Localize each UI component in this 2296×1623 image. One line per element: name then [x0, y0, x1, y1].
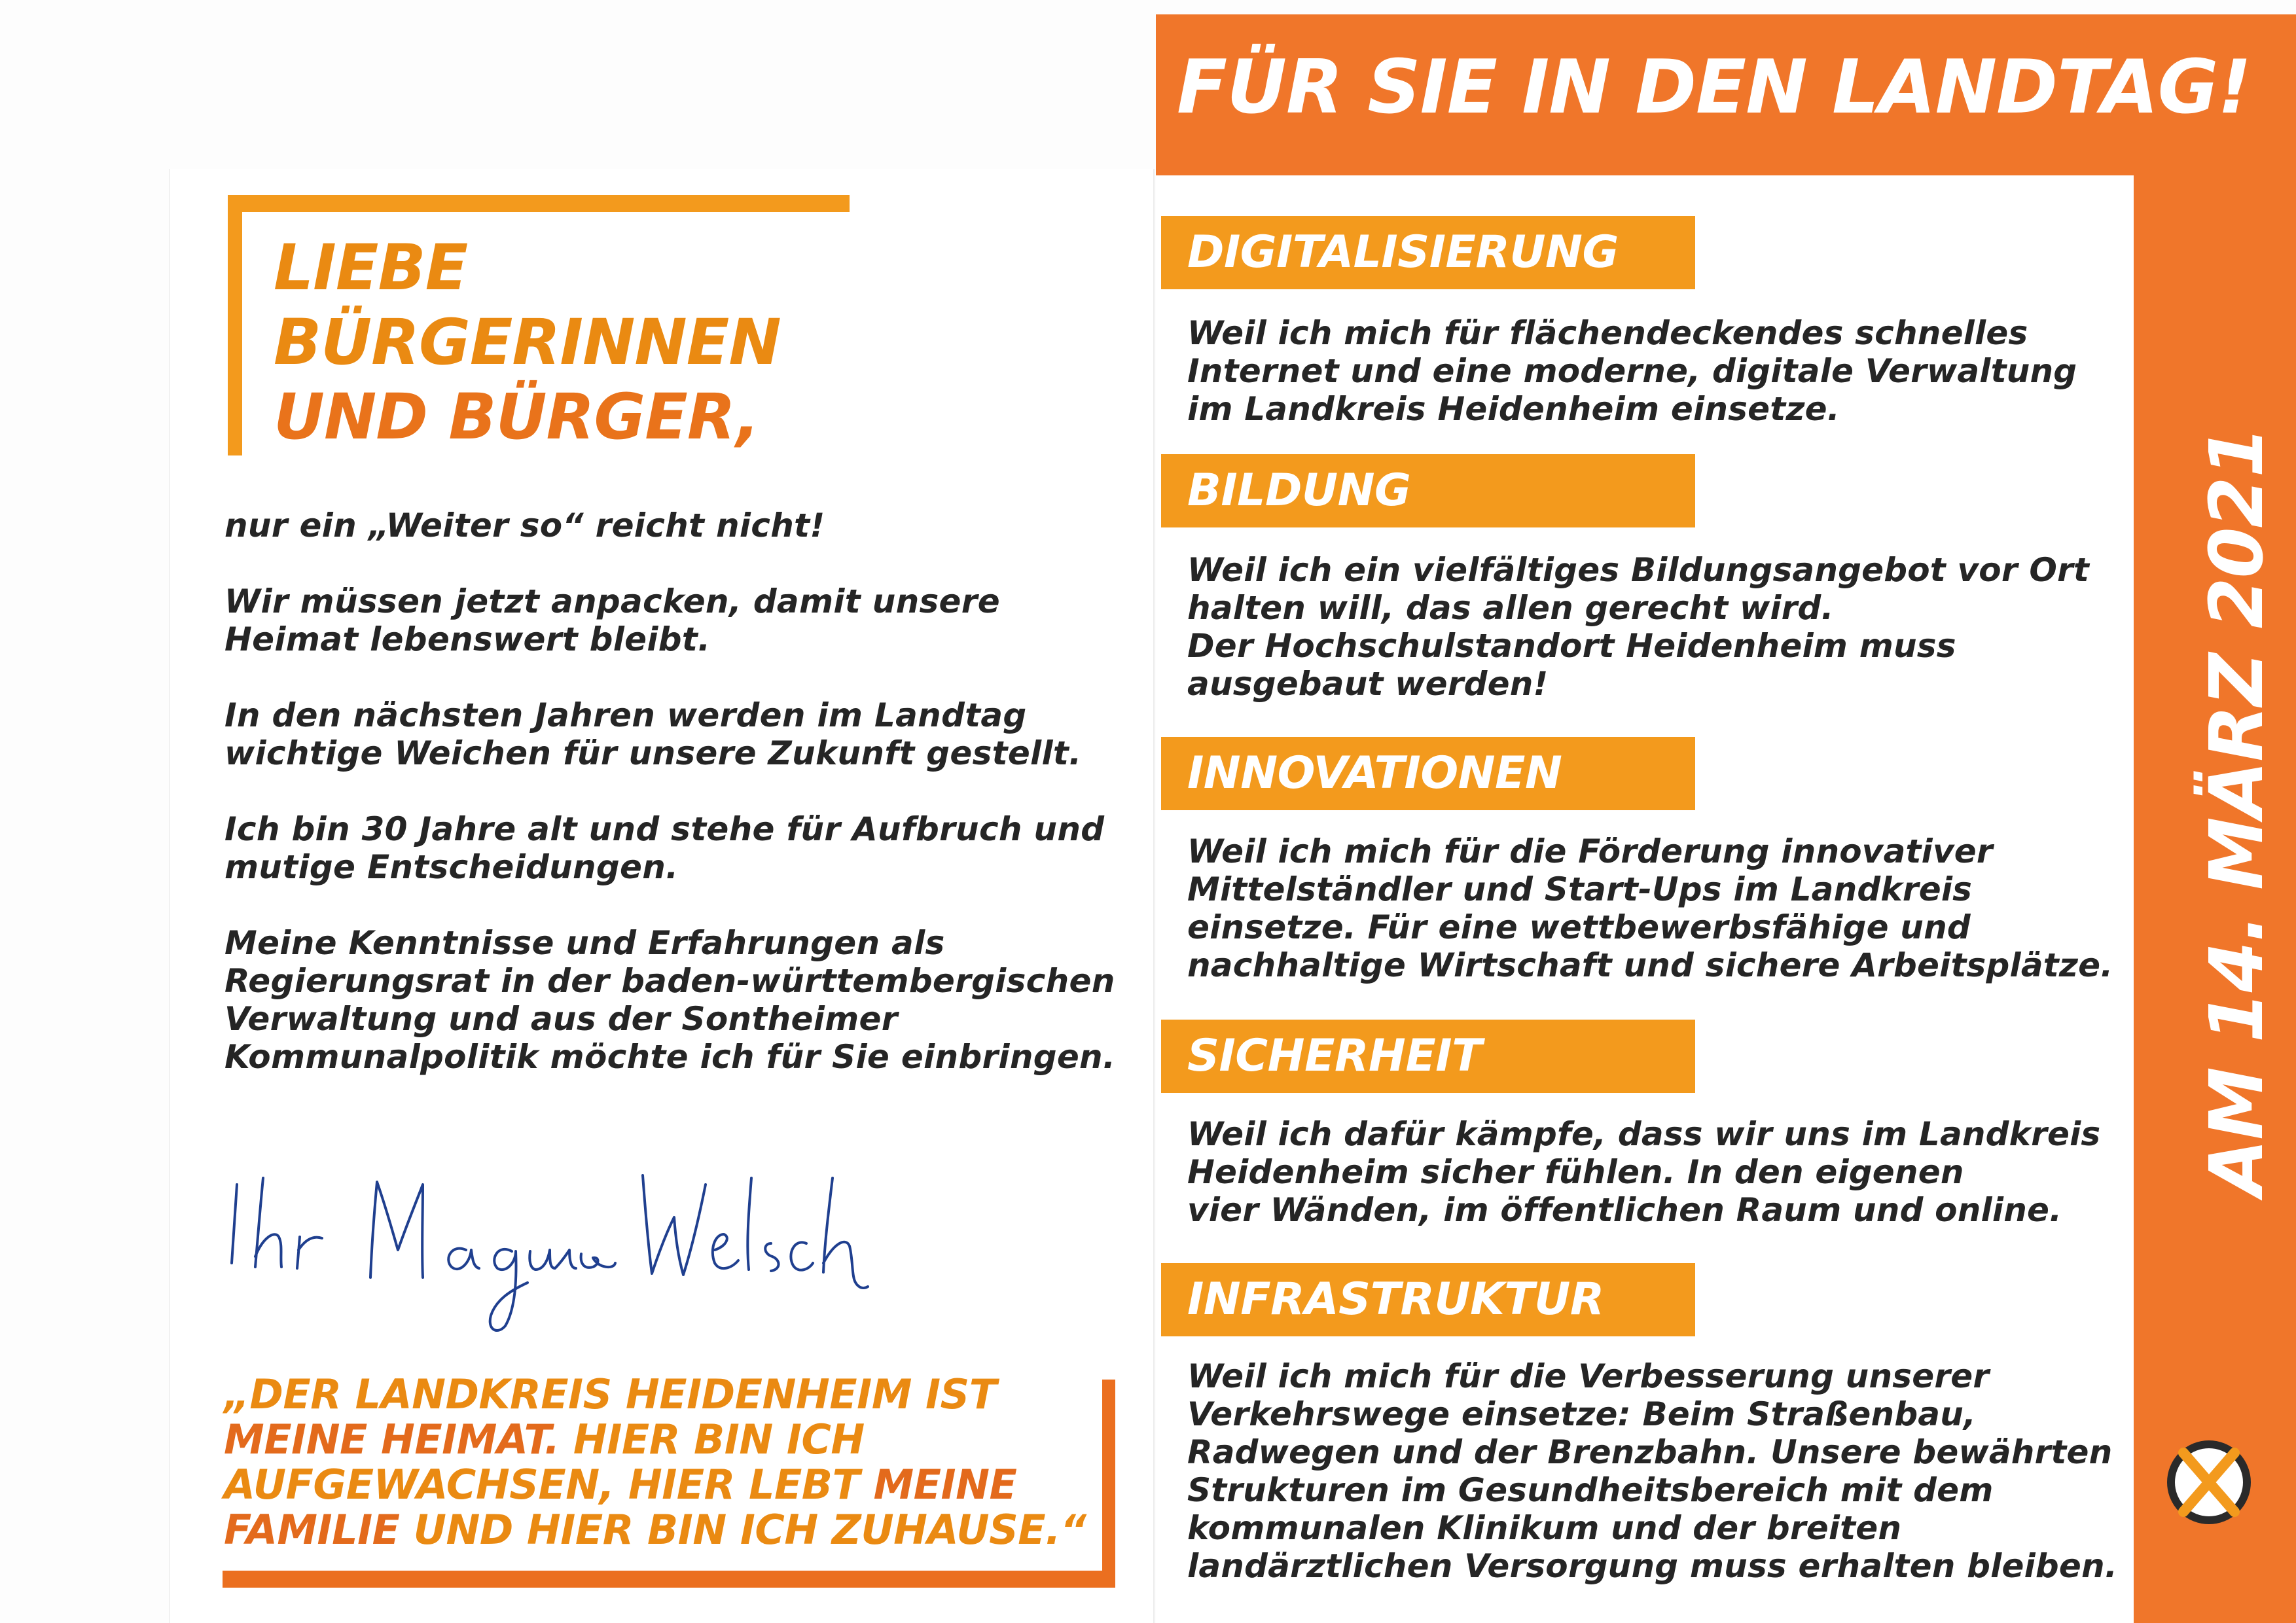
topic-line: Der Hochschulstandort Heidenheim muss: [1187, 627, 1956, 665]
quote-segment: „DER LANDKREIS HEIDENHEIM IST: [224, 1370, 997, 1418]
topic-text-bildung: [1187, 551, 2130, 703]
topic-label-infrastruktur: INFRASTRUKTUR: [1161, 1263, 1695, 1336]
handwritten-signature: [223, 1139, 877, 1348]
quote-line: [224, 1507, 1086, 1552]
letter-line: nur ein „Weiter so“ reicht nicht!: [224, 507, 825, 544]
letter-paragraph: [224, 507, 1141, 544]
topic-line: Weil ich mich für die Förderung innovativer: [1187, 832, 1993, 870]
quote-segment: HIER BIN ICH: [573, 1416, 865, 1463]
letter-line: Heimat lebenswert bleibt.: [224, 620, 711, 658]
topic-text-digitalisierung: [1187, 314, 2130, 428]
letter-line: Verwaltung und aus der Sontheimer: [224, 1000, 898, 1038]
heading-line: UND BÜRGER,: [274, 380, 759, 454]
topic-text-sicherheit: [1187, 1115, 2130, 1229]
quote-frame-right: [1102, 1380, 1115, 1588]
topic-line: Verkehrswege einsetze: Beim Straßenbau,: [1187, 1395, 1977, 1433]
heading-frame-left: [228, 195, 242, 455]
topic-line: Strukturen im Gesundheitsbereich mit dem: [1187, 1471, 1994, 1509]
letter-line: Meine Kenntnisse und Erfahrungen als: [224, 924, 945, 962]
topic-line: Heidenheim sicher fühlen. In den eigenen: [1187, 1153, 1964, 1191]
topic-line: Weil ich dafür kämpfe, dass wir uns im Landkreis: [1187, 1115, 2101, 1153]
quote-frame-bottom: [223, 1571, 1115, 1588]
topic-line: einsetze. Für eine wettbewerbsfähige und: [1187, 908, 1971, 946]
letter-line: Regierungsrat in der baden-württembergischen: [224, 962, 1115, 1000]
topic-line: Weil ich ein vielfältiges Bildungsangebot vor Ort: [1187, 551, 2089, 589]
ballot-cross-icon: [2160, 1433, 2258, 1531]
letter-line: Ich bin 30 Jahre alt und stehe für Aufbruch und: [224, 810, 1105, 848]
topic-label-bildung: BILDUNG: [1161, 454, 1695, 527]
letter-paragraph: [224, 696, 1141, 772]
topic-line: Radwegen und der Brenzbahn. Unsere bewährten: [1187, 1433, 2113, 1471]
letter-line: In den nächsten Jahren werden im Landtag: [224, 696, 1027, 734]
topic-line: Weil ich mich für die Verbesserung unserer: [1187, 1357, 1990, 1395]
greeting-heading: [274, 230, 781, 454]
quote-segment: AUFGEWACHSEN, HIER LEBT: [224, 1461, 874, 1508]
topic-text-infrastruktur: [1187, 1357, 2130, 1585]
topic-label-innovationen: INNOVATIONEN: [1161, 737, 1695, 810]
topic-line: ausgebaut werden!: [1187, 665, 1549, 703]
letter-paragraph: [224, 582, 1141, 658]
heading-line: LIEBE: [274, 231, 468, 304]
quote-segment: UND HIER BIN ICH ZUHAUSE.“: [413, 1506, 1086, 1554]
quote-line: [224, 1372, 1086, 1417]
topic-text-innovationen: [1187, 832, 2130, 984]
topic-line: Internet und eine moderne, digitale Verwaltung: [1187, 352, 2077, 390]
heading-line: BÜRGERINNEN: [274, 306, 781, 379]
topic-line: kommunalen Klinikum und der breiten: [1187, 1509, 1902, 1547]
topic-line: halten will, das allen gerecht wird.: [1187, 589, 1834, 627]
quote-segment: MEINE HEIMAT.: [224, 1416, 573, 1463]
quote-line: [224, 1462, 1086, 1507]
heading-frame-top: [228, 195, 850, 212]
quote-segment: FAMILIE: [224, 1506, 414, 1554]
election-date: AM 14. MÄRZ 2021: [2195, 427, 2280, 1196]
topic-line: im Landkreis Heidenheim einsetze.: [1187, 390, 1840, 428]
letter-line: mutige Entscheidungen.: [224, 848, 679, 886]
topic-label-sicherheit: SICHERHEIT: [1161, 1020, 1695, 1093]
letter-paragraph: [224, 924, 1141, 1076]
letter-line: wichtige Weichen für unsere Zukunft gestellt.: [224, 734, 1082, 772]
topic-line: landärztlichen Versorgung muss erhalten bleiben.: [1187, 1547, 2118, 1585]
topic-line: Weil ich mich für flächendeckendes schnelles: [1187, 314, 2028, 352]
letter-body: [224, 507, 1141, 1114]
quote-segment: MEINE: [873, 1461, 1017, 1508]
quote-line: [224, 1417, 1086, 1462]
letter-line: Wir müssen jetzt anpacken, damit unsere: [224, 582, 1000, 620]
topic-line: vier Wänden, im öffentlichen Raum und online.: [1187, 1191, 2062, 1229]
letter-paragraph: [224, 810, 1141, 886]
letter-line: Kommunalpolitik möchte ich für Sie einbringen.: [224, 1038, 1116, 1076]
quote-text: [224, 1372, 1086, 1552]
topic-label-digitalisierung: DIGITALISIERUNG: [1161, 216, 1695, 289]
main-title: FÜR SIE IN DEN LANDTAG!: [1177, 44, 2251, 130]
topic-line: Mittelständler und Start-Ups im Landkreis: [1187, 870, 1973, 908]
topic-line: nachhaltige Wirtschaft und sichere Arbeitsplätze.: [1187, 946, 2113, 984]
